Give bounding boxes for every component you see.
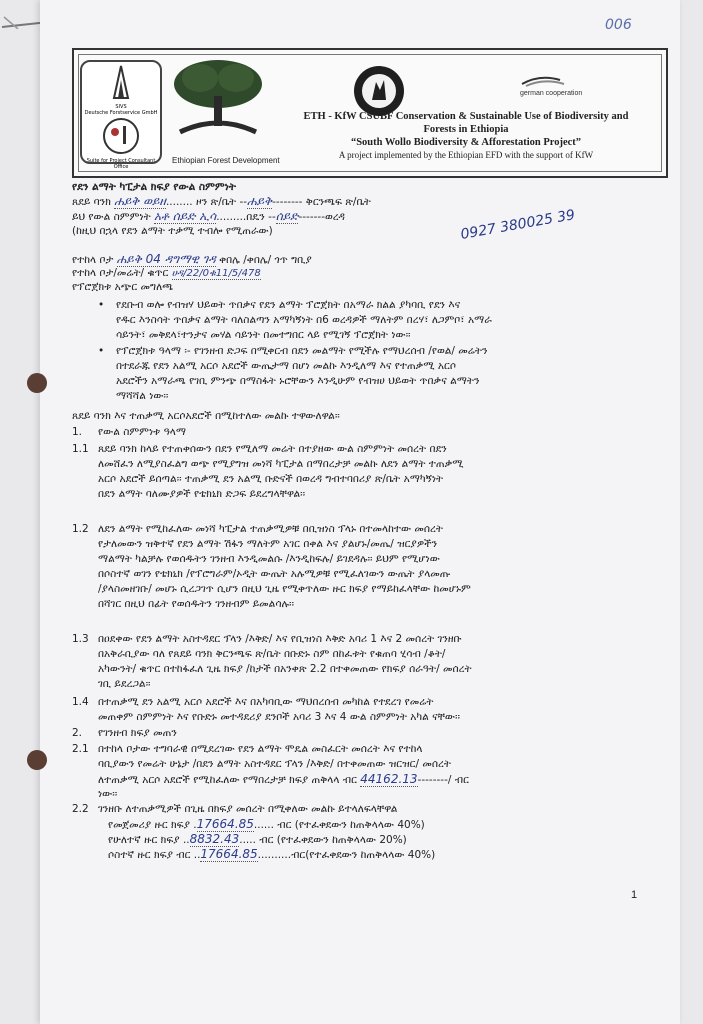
contract-title: የደን ልማት ካፒታል ክፍያ የውል ስምምነት	[72, 181, 236, 193]
bullet-2-line: የፕሮጀክቱ ዓላማ ፡- የገንዘብ ድጋፍ በሚቀርብ በደን መልማት የሚችሉ የማህረሰብ /የወል/ መሬትን	[116, 345, 488, 357]
german-cooperation-icon	[520, 72, 580, 88]
clause-2-1-line: ባቢያውን የመሬት ሁኔታ /በደን ልማት አስተዳደር ፕላን /እቅድ/ በተቀመጠው ዝርዝር/ መሰረት	[98, 758, 451, 770]
forest-tree-icon	[84, 62, 158, 102]
clause-1-3-line: በዐደቀው የደን ልማት አስተዳደር ፕላን /እቅድ/ እና የቢዝነስ እቅድ አባሪ 1 እና 2 መሰረት ገንዘቡ	[98, 633, 462, 645]
ethiopian-fd-label: Ethiopian Forest Development	[172, 156, 280, 165]
clause-2-1-line: በተከላ ቦታው ተግባራዊ በሚደረገው የደን ልማት ሞዴል መስፈርት መሰረት እና የተከላ	[98, 743, 423, 755]
clause-1-1-line: አርሶ አደሮች ይሰጣል፡፡ ተጠቃሚ ደን አልሚ ቡድናች በወረዳ ግብተባበሪያ ጽ/ቤት አማካኝነት	[98, 473, 444, 485]
handwritten-phone: 0927 380025 39	[459, 207, 577, 243]
project-banner	[72, 48, 668, 178]
bullet-1-line: የደቡብ ወሎ የብዝሃ ህይወት ጥበቃና የደን ልማት ፕሮጀክት በአማራ ክልል ያካባቢ የደን እና	[116, 299, 461, 311]
page-marker: 006	[605, 17, 632, 33]
clause-1-2-line: በሻገር በዚህ በፊት የወሰዱትን ገንዘብም ይመልሳሉ፡፡	[98, 598, 294, 610]
page-number: 1	[631, 889, 638, 901]
bullet-1-line: የዱር እንስሳት ጥበቃና ልማት ባለስልጣን አማካኝነት በ6 ወረዳዎች ማለትም በረሃ፣ ለጋምቦ፣ አማራ	[116, 314, 492, 326]
clause-2-2-line: ገንዘቡ ለተጠቃሚዎች በጊዜ በክፍያ መሰረት በሚቀለው መልኩ ይተላለፍላቸዋል	[98, 803, 398, 815]
section-2-title: የገንዘብ ክፍያ መጠን	[98, 727, 177, 739]
clause-1-4-line: በተጠቃሚ ደን አልሚ አርሶ አደሮች እና በአካባቢው ማህበረሰብ መካከል የተደረገ የመሬት	[98, 696, 434, 708]
section-1-title: የውል ስምምነቱ ዓላማ	[98, 426, 186, 438]
clause-1-2-line: /ያላስመዘገቡ/ መሆኑ ሲረጋገጥ ሲሆን በዚህ ጊዜ የሚቀጥለው ዙር ክፍያ የማይከፈላቸው ከመሆኑም	[98, 583, 471, 595]
agreement-line: ይህ የውል ስምምነት አቶ ሰይድ ኢሳ.........በዴን --ሰይድ-------ወረዳ	[72, 209, 345, 223]
clause-1-2-line: የታለመውን ዝቅተኛ የደን ልማት ሽፋን ማለትም አገር በቀል እና ያልሆኑ/መጤ/ ዝርያዎችን	[98, 538, 438, 550]
clause-1-1-line: ጸደይ ባንክ ከላይ የተጠቀሰውን በደን የሚለማ መሬት በተያዘው ውል ስምምነት መሰረት በደን	[98, 443, 447, 455]
clause-1-2-line: ለደን ልማት የሚከፈለው መነሻ ካፒታል ተጠቃሚዎቹ በቢዝነስ ፕላኑ በተመላከተው መሰረት	[98, 523, 444, 535]
summary-heading: የፕሮጀክቱ አጭር መግለጫ	[72, 281, 174, 293]
sivs-logo: SIVS Deutsche Forstservice GmbH Suite for Project Consultant Office	[80, 60, 162, 164]
payment-round-1: የመጀመሪያ ዙር ክፍያ .17664.85...... ብር (የተፈቀደውን ከጠቅላላው 40%)	[108, 817, 425, 831]
clause-1-1-line: በደን ልማት ባለሙያዎች የቴክኒክ ድጋፍ ይደረግላቸዋል፡፡	[98, 488, 306, 500]
clause-number: 1.1	[72, 443, 89, 455]
site-line: የተከላ ቦታ ሐይቅ 04 ዳግማዊ ገዳ ቀበሌ /ቀበሌ/ ጎጥ ግቢያ	[72, 252, 312, 266]
section-2-number: 2.	[72, 727, 83, 739]
bullet-2-line: ማሻሻል ነው፡፡	[116, 390, 169, 402]
site-number-line: የተከላ ቦታ/መሬት/ ቁጥር ሀዳ/22/0ቁ11/5/478	[72, 267, 261, 279]
payment-round-3: ሶስተኛ ዙር ክፍያ ብር ..17664.85..........ብር(የተፈቀደውን ከጠቅላላው 40%)	[108, 847, 436, 861]
bullet-1-line: ሳይንት፣ መቅደላ፣ተንታና መሃል ሳይንት በመተግበር ላይ የሚገኝ ፕሮጀክት ነው፡፡	[116, 329, 411, 341]
clause-2-1-line: ነው፡፡	[98, 788, 118, 800]
bullet-2-line: በተደራጁ የደን አልሚ አርሶ አደሮች ውጤታማ በሆነ መልኩ እንዲለማ እና የተጠቃሚ አርሶ	[116, 360, 457, 372]
german-cooperation-logo: german cooperation	[520, 72, 582, 97]
handwritten-total: 44162.13	[360, 772, 418, 786]
parties-statement: ጸደይ ባንክ እና ተጠቃሚ አርሶአደሮች በሚከተለው መልኩ ተዋውለዋል፡፡	[72, 410, 340, 422]
clause-number: 1.2	[72, 523, 89, 535]
clause-1-3-line: አካውንት/ ቁጥር በተከፋፈለ ጊዜ ክፍያ /ከታች በአንቀጽ 2.2 በተቀመጠው የክፍያ ሰራዓት/ መሰረት	[98, 663, 472, 675]
clause-1-2-line: በሶስተኛ ወገን የቴክኒክ /የፕሮግራም/ኦዲት ውጤት አሉሚዎቹ የሚፈለገውን ውጤት ያላመጡ	[98, 568, 451, 580]
consultant-seal-icon	[101, 116, 141, 156]
clause-1-3-line: ገቢ ይደረጋል፡፡	[98, 678, 151, 690]
clause-1-1-line: ለመሸፈን ለሚያስፈልግ ወጭ የሚያግዝ መነሻ ካፒታል በማበረታቻ መልኩ ለደን ልማት ተጠቃሚ	[98, 458, 464, 470]
clause-number: 1.3	[72, 633, 89, 645]
clause-number: 1.4	[72, 696, 89, 708]
bullet-1: •	[98, 299, 105, 311]
section-1-number: 1.	[72, 426, 83, 438]
clause-number: 2.2	[72, 803, 89, 815]
banner-text: ETH - KfW CSUBF Conservation & Sustainable Use of Biodiversity and Forests in Ethiopia “South Wollo Biodiversity & Afforestation Project” A project implemented by the Ethiopian EFD with the support of KfW	[303, 111, 629, 160]
bullet-2: •	[98, 345, 105, 357]
punch-hole	[27, 750, 47, 770]
clause-2-1-total-line: ለተጠቃሚ አርሶ አደሮች የሚከፈለው የማበረታቻ ክፍያ ጠቅላላ ብር 44162.13--------/ ብር	[98, 772, 469, 786]
bank-line: ጸደይ ባንክ ሐይቅ ወይዘ........ ዞን ጽ/ቤት --ሐይቅ-------- ቅርንጫፍ ጽ/ቤት	[72, 194, 371, 208]
punch-hole	[27, 373, 47, 393]
ethiopian-tree-logo	[170, 56, 266, 140]
clause-number: 2.1	[72, 743, 89, 755]
clause-1-4-line: መጠቀም ስምምነት እና የቡድኑ መተዳደሪያ ደንቦች አባሪ 3 እና 4 ውል ስምምነት አካል ናቸው፡፡	[98, 711, 460, 723]
clause-1-2-line: ማልማት ካልቻሉ የወሰዱትን ገንዘብ እንዲመልሱ /እንዲከፍሉ/ ይገደዳሉ፡፡ ይህም የሚሆነው	[98, 553, 440, 565]
payment-round-2: የሁለተኛ ዙር ክፍያ ..8832.43..... ብር (የተፈቀደውን ከጠቅላላው 20%)	[108, 832, 407, 846]
bullet-2-line: አደሮችን አማራጫ የገቢ ምንጭ በማስፋት ኑሮቸውን እንዲሁም የብዝሀ ህይወት ጥበቃና ልማትን	[116, 375, 480, 387]
clause-1-3-line: በአቅራቢያው ባለ የጸደይ ባንክ ቅርንጫፍ ጽ/ቤት በቡድኑ ስም በከፈቱት የቁጠባ ሂሳብ /ቆት/	[98, 648, 446, 660]
beneficiary-note: (ከዚህ በኋላ የደን ልማት ተቃሚ ተብሎ የሚጠራው)	[72, 225, 273, 237]
